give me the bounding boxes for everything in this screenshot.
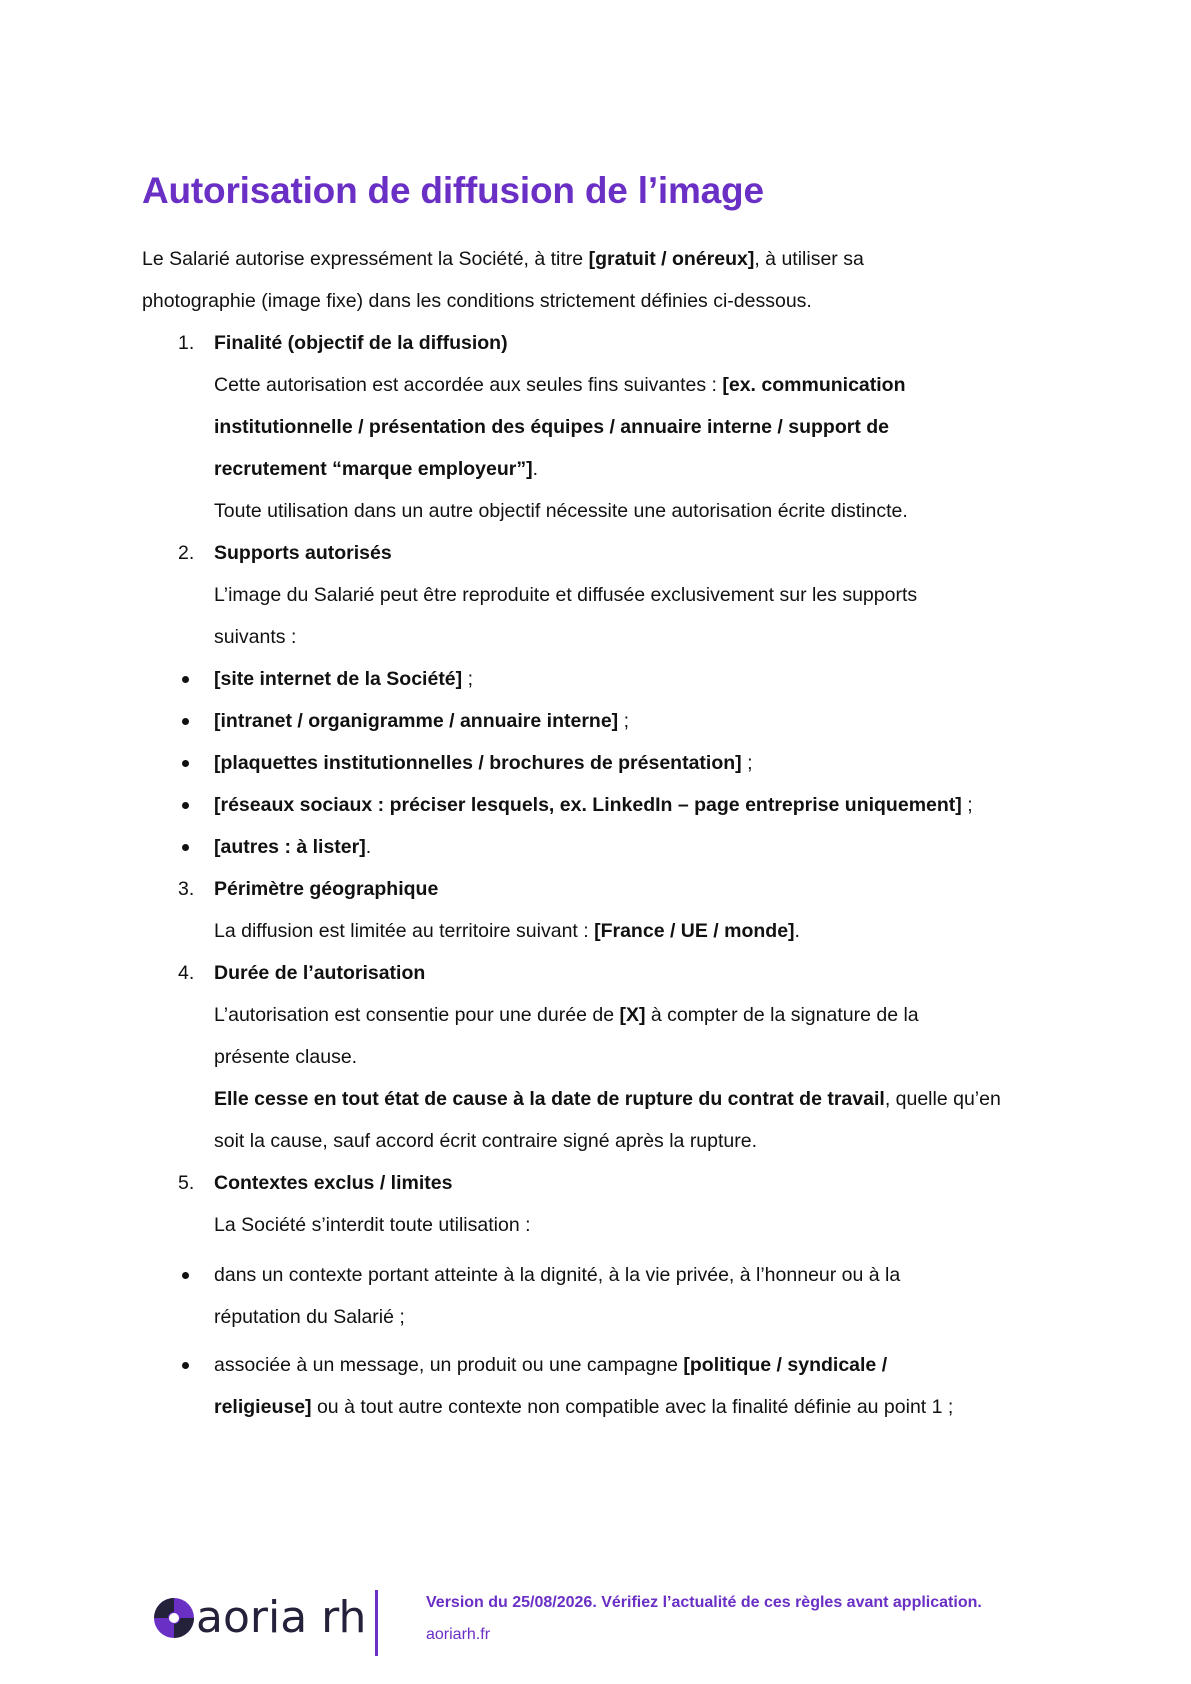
support-item-punct: ; bbox=[462, 668, 473, 690]
exclusion-item-1-line-2: réputation du Salarié ; bbox=[214, 1306, 405, 1328]
section-2-heading: Supports autorisés bbox=[214, 542, 392, 564]
support-item-punct: ; bbox=[618, 710, 630, 732]
support-list-item bbox=[214, 749, 753, 777]
logo-mark-icon bbox=[154, 1598, 194, 1638]
section-3-period: . bbox=[794, 920, 800, 942]
section-3-placeholder: [France / UE / monde] bbox=[594, 920, 795, 942]
support-item-label: [site internet de la Société] bbox=[214, 668, 463, 690]
support-item-label: [intranet / organigramme / annuaire interne] bbox=[214, 710, 619, 732]
section-1-heading: Finalité (objectif de la diffusion) bbox=[214, 332, 508, 354]
bullet-dot bbox=[182, 1272, 189, 1279]
section-4-para-line-1 bbox=[214, 1001, 919, 1029]
section-4-para-2-line-1 bbox=[214, 1085, 1001, 1113]
exclusion-text-end: ou à tout autre contexte non compatible avec la finalité définie au point 1 ; bbox=[311, 1396, 954, 1418]
support-item-punct: ; bbox=[961, 794, 973, 816]
support-list-item bbox=[214, 707, 629, 735]
footer-url-link[interactable]: aoriarh.fr bbox=[426, 1626, 491, 1643]
section-5-number: 5. bbox=[178, 1172, 195, 1194]
section-4-bold-clause: Elle cesse en tout état de cause à la date de rupture du contrat de travail bbox=[214, 1088, 885, 1110]
exclusion-text: associée à un message, un produit ou une campagne bbox=[214, 1354, 684, 1376]
exclusion-item-2-line-1 bbox=[214, 1351, 887, 1379]
section-2-para-line-2: suivants : bbox=[214, 626, 297, 648]
section-4-text: L’autorisation est consentie pour une durée de bbox=[214, 1004, 620, 1026]
section-3-heading: Périmètre géographique bbox=[214, 878, 439, 900]
support-list-item bbox=[214, 791, 973, 819]
section-5-para: La Société s’interdit toute utilisation : bbox=[214, 1214, 531, 1236]
bullet-dot bbox=[182, 760, 189, 767]
footer-version-note: Version du 25/08/2026. Vérifiez l’actualité de ces règles avant application. bbox=[426, 1594, 982, 1611]
section-1-placeholder-end: recrutement “marque employeur”] bbox=[214, 458, 533, 480]
logo-wordmark: aoria rh bbox=[196, 1592, 367, 1643]
section-1-placeholder: [ex. communication bbox=[722, 374, 906, 396]
section-1-para-line-3 bbox=[214, 455, 538, 483]
intro-text: Le Salarié autorise expressément la Société, à titre bbox=[142, 248, 589, 270]
bullet-dot bbox=[182, 1362, 189, 1369]
section-2-para-line-1: L’image du Salarié peut être reproduite et diffusée exclusivement sur les supports bbox=[214, 584, 918, 606]
section-1-para-line-1 bbox=[214, 371, 906, 399]
section-4-placeholder: [X] bbox=[619, 1004, 646, 1026]
bullet-dot bbox=[182, 676, 189, 683]
exclusion-item-1-line-1: dans un contexte portant atteinte à la dignité, à la vie privée, à l’honneur ou à la bbox=[214, 1264, 901, 1286]
intro-text-end: , à utiliser sa bbox=[754, 248, 864, 270]
section-3-number: 3. bbox=[178, 878, 195, 900]
support-list-item bbox=[214, 665, 473, 693]
section-1-para-2: Toute utilisation dans un autre objectif nécessite une autorisation écrite distincte. bbox=[214, 500, 908, 522]
section-1-para-line-2: institutionnelle / présentation des équipes / annuaire interne / support de bbox=[214, 416, 890, 438]
bullet-dot bbox=[182, 802, 189, 809]
section-4-text-after: , quelle qu’en bbox=[884, 1088, 1001, 1110]
section-1-text: Cette autorisation est accordée aux seules fins suivantes : bbox=[214, 374, 723, 396]
support-item-label: [réseaux sociaux : préciser lesquels, ex. LinkedIn – page entreprise uniquement] bbox=[214, 794, 962, 816]
exclusion-placeholder: [politique / syndicale / bbox=[683, 1354, 888, 1376]
support-item-punct: . bbox=[365, 836, 372, 858]
support-item-punct: ; bbox=[741, 752, 753, 774]
section-5-heading: Contextes exclus / limites bbox=[214, 1172, 453, 1194]
section-3-text: La diffusion est limitée au territoire suivant : bbox=[214, 920, 595, 942]
intro-placeholder: [gratuit / onéreux] bbox=[588, 248, 755, 270]
intro-line-2: photographie (image fixe) dans les conditions strictement définies ci-dessous. bbox=[142, 290, 812, 312]
section-3-para bbox=[214, 917, 800, 945]
section-4-number: 4. bbox=[178, 962, 195, 984]
section-4-text-end: à compter de la signature de la bbox=[645, 1004, 919, 1026]
support-list-item bbox=[214, 833, 371, 861]
bullet-dot bbox=[182, 844, 189, 851]
support-item-label: [plaquettes institutionnelles / brochures de présentation] bbox=[214, 752, 742, 774]
intro-line-1 bbox=[142, 245, 864, 273]
section-2-number: 2. bbox=[178, 542, 195, 564]
section-1-period: . bbox=[532, 458, 539, 480]
section-4-heading: Durée de l’autorisation bbox=[214, 962, 426, 984]
bullet-dot bbox=[182, 718, 189, 725]
exclusion-item-2-line-2 bbox=[214, 1393, 953, 1421]
exclusion-placeholder-end: religieuse] bbox=[214, 1396, 312, 1418]
section-1-number: 1. bbox=[178, 332, 195, 354]
support-item-label: [autres : à lister] bbox=[214, 836, 366, 858]
section-4-para-2-line-2: soit la cause, sauf accord écrit contraire signé après la rupture. bbox=[214, 1130, 758, 1152]
page-title: Autorisation de diffusion de l’image bbox=[142, 170, 764, 211]
section-4-para-line-2: présente clause. bbox=[214, 1046, 358, 1068]
footer-divider bbox=[375, 1590, 378, 1656]
